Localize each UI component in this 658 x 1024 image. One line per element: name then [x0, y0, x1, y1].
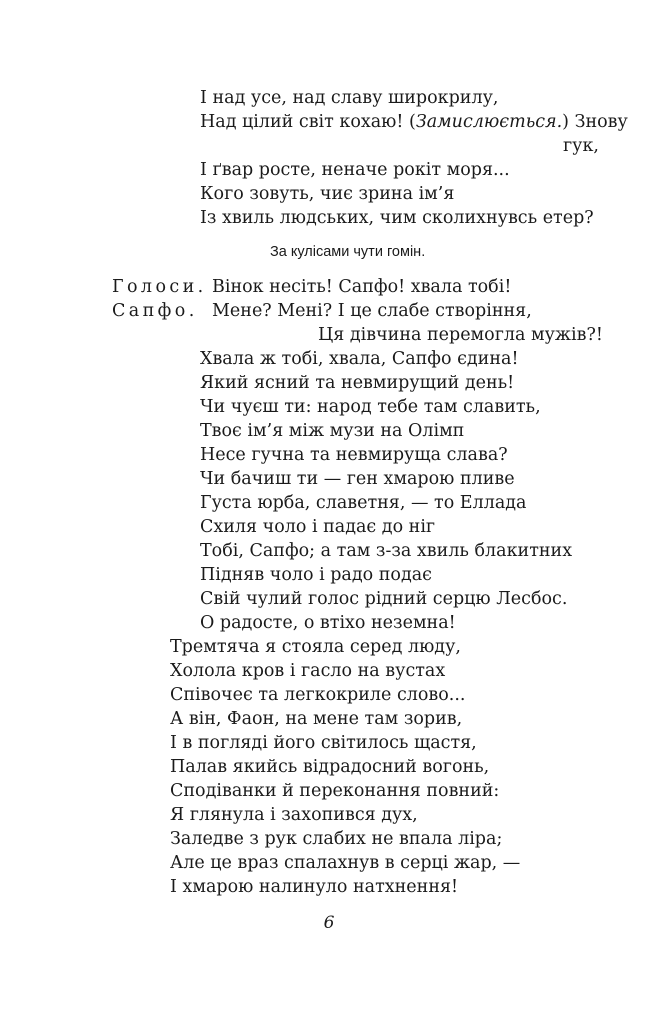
verse-line: Підняв чоло і радо подає	[200, 565, 432, 585]
speaker-sappho: Сапфо.	[112, 301, 198, 321]
verse-line: Чи чуєш ти: народ тебе там славить,	[200, 397, 541, 417]
verse-line: Тобі, Сапфо; а там з-за хвиль блакитних	[200, 541, 573, 561]
verse-line: Холола кров і гасло на вустах	[170, 661, 446, 681]
verse-line: Який ясний та невмирущий день!	[200, 373, 515, 393]
verse-text: Над цілий світ кохаю!	[200, 112, 404, 132]
verse-line: Свій чулий голос рідний серцю Лесбос.	[200, 589, 568, 609]
verse-line: Схиля чоло і падає до ніг	[200, 517, 436, 537]
verse-line: Сподіванки й переконання повний:	[170, 781, 500, 801]
verse-line: І ґвар росте, неначе рокіт моря...	[200, 160, 510, 180]
verse-line: Твоє ім’я між музи на Олімп	[200, 421, 465, 441]
verse-line: Тремтяча я стояла серед люду,	[170, 637, 461, 657]
verse-line: О радосте, о втіхо неземна!	[200, 613, 456, 633]
sappho-line: Мене? Мені? І це слабе створіння,	[212, 301, 532, 321]
verse-line: Із хвиль людських, чим сколихнувсь етер?	[200, 208, 594, 228]
verse-line: Кого зовуть, чиє зрина ім’я	[200, 184, 455, 204]
verse-line: І в погляді його світилось щастя,	[170, 733, 477, 753]
verse-line: Чи бачиш ти — ген хмарою пливе	[200, 469, 515, 489]
voices-line: Вінок несіть! Сапфо! хвала тобі!	[212, 277, 512, 297]
stage-remark: Замислюється.	[415, 112, 563, 132]
verse-line: Несе гучна та невмируща слава?	[200, 445, 508, 465]
verse-line: Над цілий світ кохаю! (Замислюється.) Знову	[200, 112, 628, 132]
verse-line: Я глянула і захопився дух,	[170, 805, 418, 825]
verse-line: Співочеє та легкокриле слово...	[170, 685, 466, 705]
verse-line: Густа юрба, славетня, — то Еллада	[200, 493, 527, 513]
verse-line: Палав якийсь відрадосний вогонь,	[170, 757, 490, 777]
page-number: 6	[323, 913, 335, 933]
verse-line: І над усе, над славу широкрилу,	[200, 88, 499, 108]
verse-line: Але це враз спалахнув в серці жар, —	[170, 853, 521, 873]
sappho-line-cont: Ця дівчина перемогла мужів?!	[318, 325, 603, 345]
stage-direction: За кулісами чути гомін.	[270, 244, 426, 260]
verse-line: Заледве з рук слабих не впала ліра;	[170, 829, 503, 849]
verse-line: І хмарою налинуло натхнення!	[170, 877, 459, 897]
speaker-voices: Голоси.	[112, 277, 207, 297]
verse-line: Хвала ж тобі, хвала, Сапфо єдина!	[200, 349, 519, 369]
verse-line: А він, Фаон, на мене там зорив,	[170, 709, 463, 729]
verse-wrap: гук,	[563, 136, 599, 156]
verse-text: Знову	[569, 112, 628, 132]
